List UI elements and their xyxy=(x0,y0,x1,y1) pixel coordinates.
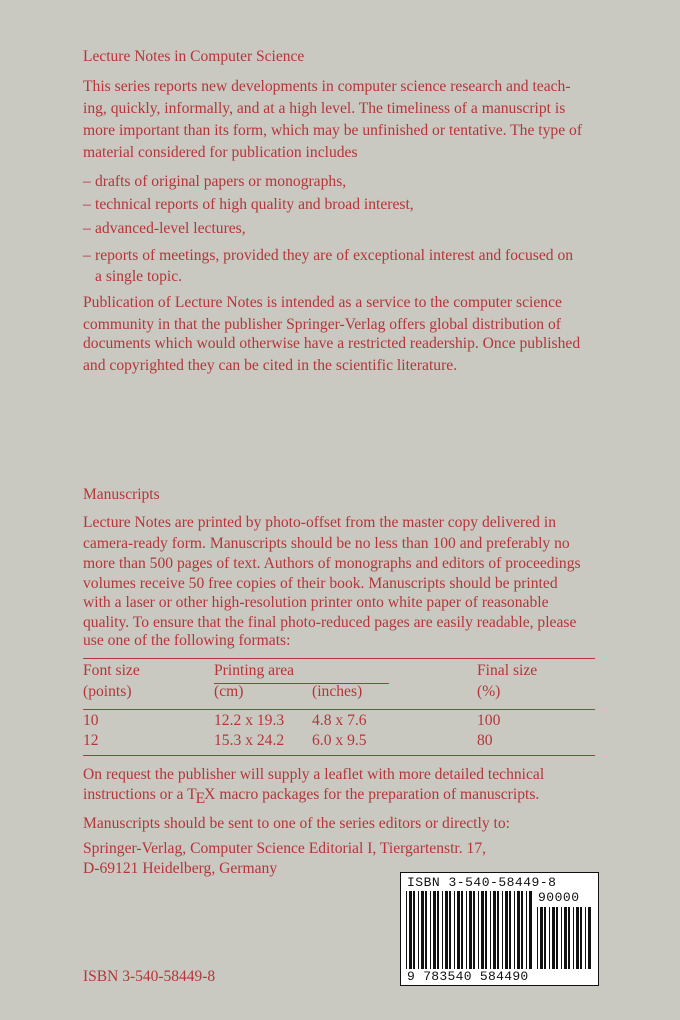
header-inches: (inches) xyxy=(312,683,363,700)
barcode-bar xyxy=(514,891,515,969)
header-points: (points) xyxy=(83,683,132,700)
manuscripts-line: camera-ready form. Manuscripts should be no less than 100 and preferably no xyxy=(83,535,570,552)
request-line xyxy=(83,784,539,806)
barcode-bar xyxy=(529,891,532,969)
barcode-bar xyxy=(564,907,567,969)
barcode-bar xyxy=(449,891,451,969)
barcode-bar xyxy=(588,907,591,969)
table-cell-font: 10 xyxy=(83,712,99,729)
isbn: ISBN 3-540-58449-8 xyxy=(83,968,216,985)
address-line: D-69121 Heidelberg, Germany xyxy=(83,860,278,877)
publication-line: and copyrighted they can be cited in the scientific literature. xyxy=(83,357,458,374)
publication-line: Publication of Lecture Notes is intended as a service to the computer science xyxy=(83,294,562,311)
table-cell-cm: 12.2 x 19.3 xyxy=(214,712,285,729)
list-item xyxy=(83,171,346,192)
barcode xyxy=(400,872,599,986)
barcode-bar xyxy=(490,891,491,969)
request-text: macro packages for the preparation of manuscripts. xyxy=(215,786,540,803)
list-item-text: reports of meetings, provided they are of exceptional interest and focused on xyxy=(95,247,574,264)
barcode-bar xyxy=(509,891,511,969)
barcode-bar xyxy=(493,891,496,969)
intro-line: material considered for publication includes xyxy=(83,144,358,161)
intro-line: more important than its form, which may be unfinished or tentative. The type of xyxy=(83,122,583,139)
list-item xyxy=(83,194,414,215)
list-dash: – xyxy=(83,196,91,213)
table-rule-top xyxy=(83,658,595,659)
intro-line: ing, quickly, informally, and at a high level. The timeliness of a manuscript is xyxy=(83,100,566,117)
barcode-bar xyxy=(576,907,579,969)
barcode-bar xyxy=(544,907,546,969)
manuscripts-line: volumes receive 50 free copies of their book. Manuscripts should be printed xyxy=(83,575,558,592)
barcode-bar xyxy=(430,891,431,969)
table-cell-final: 100 xyxy=(477,712,501,729)
barcode-bar xyxy=(556,907,558,969)
barcode-bar xyxy=(461,891,463,969)
table-cell-inches: 4.8 x 7.6 xyxy=(312,712,367,729)
manuscripts-line: quality. To ensure that the final photo-reduced pages are easily readable, please xyxy=(83,614,577,631)
barcode-bar xyxy=(505,891,508,969)
barcode-bar xyxy=(497,891,499,969)
barcode-bar xyxy=(433,891,436,969)
intro-line: This series reports new developments in computer science research and teach- xyxy=(83,78,571,95)
barcode-bar xyxy=(526,891,527,969)
manuscripts-line: more than 500 pages of text. Authors of monographs and editors of proceedings xyxy=(83,555,581,572)
header-cm: (cm) xyxy=(214,683,244,700)
address-line: Springer-Verlag, Computer Science Editorial I, Tiergartenstr. 17, xyxy=(83,840,487,857)
send-line: Manuscripts should be sent to one of the series editors or directly to: xyxy=(83,815,511,832)
barcode-bar xyxy=(502,891,503,969)
barcode-bar xyxy=(561,907,562,969)
barcode-bar xyxy=(413,891,415,969)
barcode-bar xyxy=(457,891,460,969)
manuscripts-line: with a laser or other high-resolution printer onto white paper of reasonable xyxy=(83,594,549,611)
barcode-bar xyxy=(585,907,586,969)
barcode-bar xyxy=(517,891,520,969)
barcode-bar xyxy=(485,891,487,969)
barcode-bar xyxy=(540,907,543,969)
table-cell-cm: 15.3 x 24.2 xyxy=(214,732,285,749)
header-font-size: Font size xyxy=(83,662,140,679)
barcode-bar xyxy=(521,891,523,969)
barcode-bar xyxy=(580,907,582,969)
publication-line: documents which would otherwise have a restricted readership. Once published xyxy=(83,335,581,352)
barcode-ean-number: 9 783540 584490 xyxy=(407,969,529,984)
manuscripts-line: use one of the following formats: xyxy=(83,632,291,649)
request-line: On request the publisher will supply a leaflet with more detailed technical xyxy=(83,766,545,783)
barcode-bar xyxy=(425,891,427,969)
barcode-bar xyxy=(421,891,424,969)
list-dash: – xyxy=(83,220,91,237)
list-item-text: a single topic. xyxy=(95,268,183,285)
barcode-bar xyxy=(537,907,538,969)
barcode-bar xyxy=(454,891,455,969)
barcode-bar xyxy=(406,891,407,969)
list-item-text: technical reports of high quality and broad interest, xyxy=(95,196,414,213)
barcode-addon-number: 90000 xyxy=(538,890,580,905)
publication-line: community in that the publisher Springer-Verlag offers global distribution of xyxy=(83,316,561,333)
addon-barcode-bars xyxy=(536,907,594,969)
list-dash: – xyxy=(83,247,91,264)
list-item-text: advanced-level lectures, xyxy=(95,220,246,237)
list-dash: – xyxy=(83,173,91,190)
table-cell-final: 80 xyxy=(477,732,493,749)
header-printing-area: Printing area xyxy=(214,662,295,679)
manuscripts-line: Lecture Notes are printed by photo-offset from the master copy delivered in xyxy=(83,514,556,531)
barcode-bar xyxy=(481,891,484,969)
table-rule-bottom xyxy=(83,755,595,756)
barcode-bar xyxy=(409,891,412,969)
barcode-isbn-label: ISBN 3-540-58449-8 xyxy=(407,875,557,890)
list-item xyxy=(83,245,573,287)
barcode-bar xyxy=(549,907,550,969)
barcode-bar xyxy=(473,891,475,969)
list-item-text: drafts of original papers or monographs, xyxy=(95,173,347,190)
tex-logo: TEX xyxy=(187,786,216,807)
table-cell-font: 12 xyxy=(83,732,99,749)
barcode-bar xyxy=(442,891,443,969)
request-text: instructions or a xyxy=(83,786,188,803)
table-cell-inches: 6.0 x 9.5 xyxy=(312,732,367,749)
barcode-bar xyxy=(469,891,472,969)
list-item xyxy=(83,218,246,239)
barcode-bar xyxy=(573,907,574,969)
barcode-bar xyxy=(445,891,448,969)
table-rule-mid xyxy=(83,709,595,710)
barcode-bar xyxy=(466,891,467,969)
ean-barcode-bars xyxy=(405,891,533,969)
barcode-bar xyxy=(478,891,479,969)
header-final-size: Final size xyxy=(477,662,538,679)
barcode-bar xyxy=(418,891,419,969)
header-percent: (%) xyxy=(477,683,501,700)
manuscripts-heading: Manuscripts xyxy=(83,486,160,503)
barcode-bar xyxy=(552,907,555,969)
barcode-bar xyxy=(568,907,570,969)
barcode-bar xyxy=(437,891,439,969)
series-heading: Lecture Notes in Computer Science xyxy=(83,48,305,65)
